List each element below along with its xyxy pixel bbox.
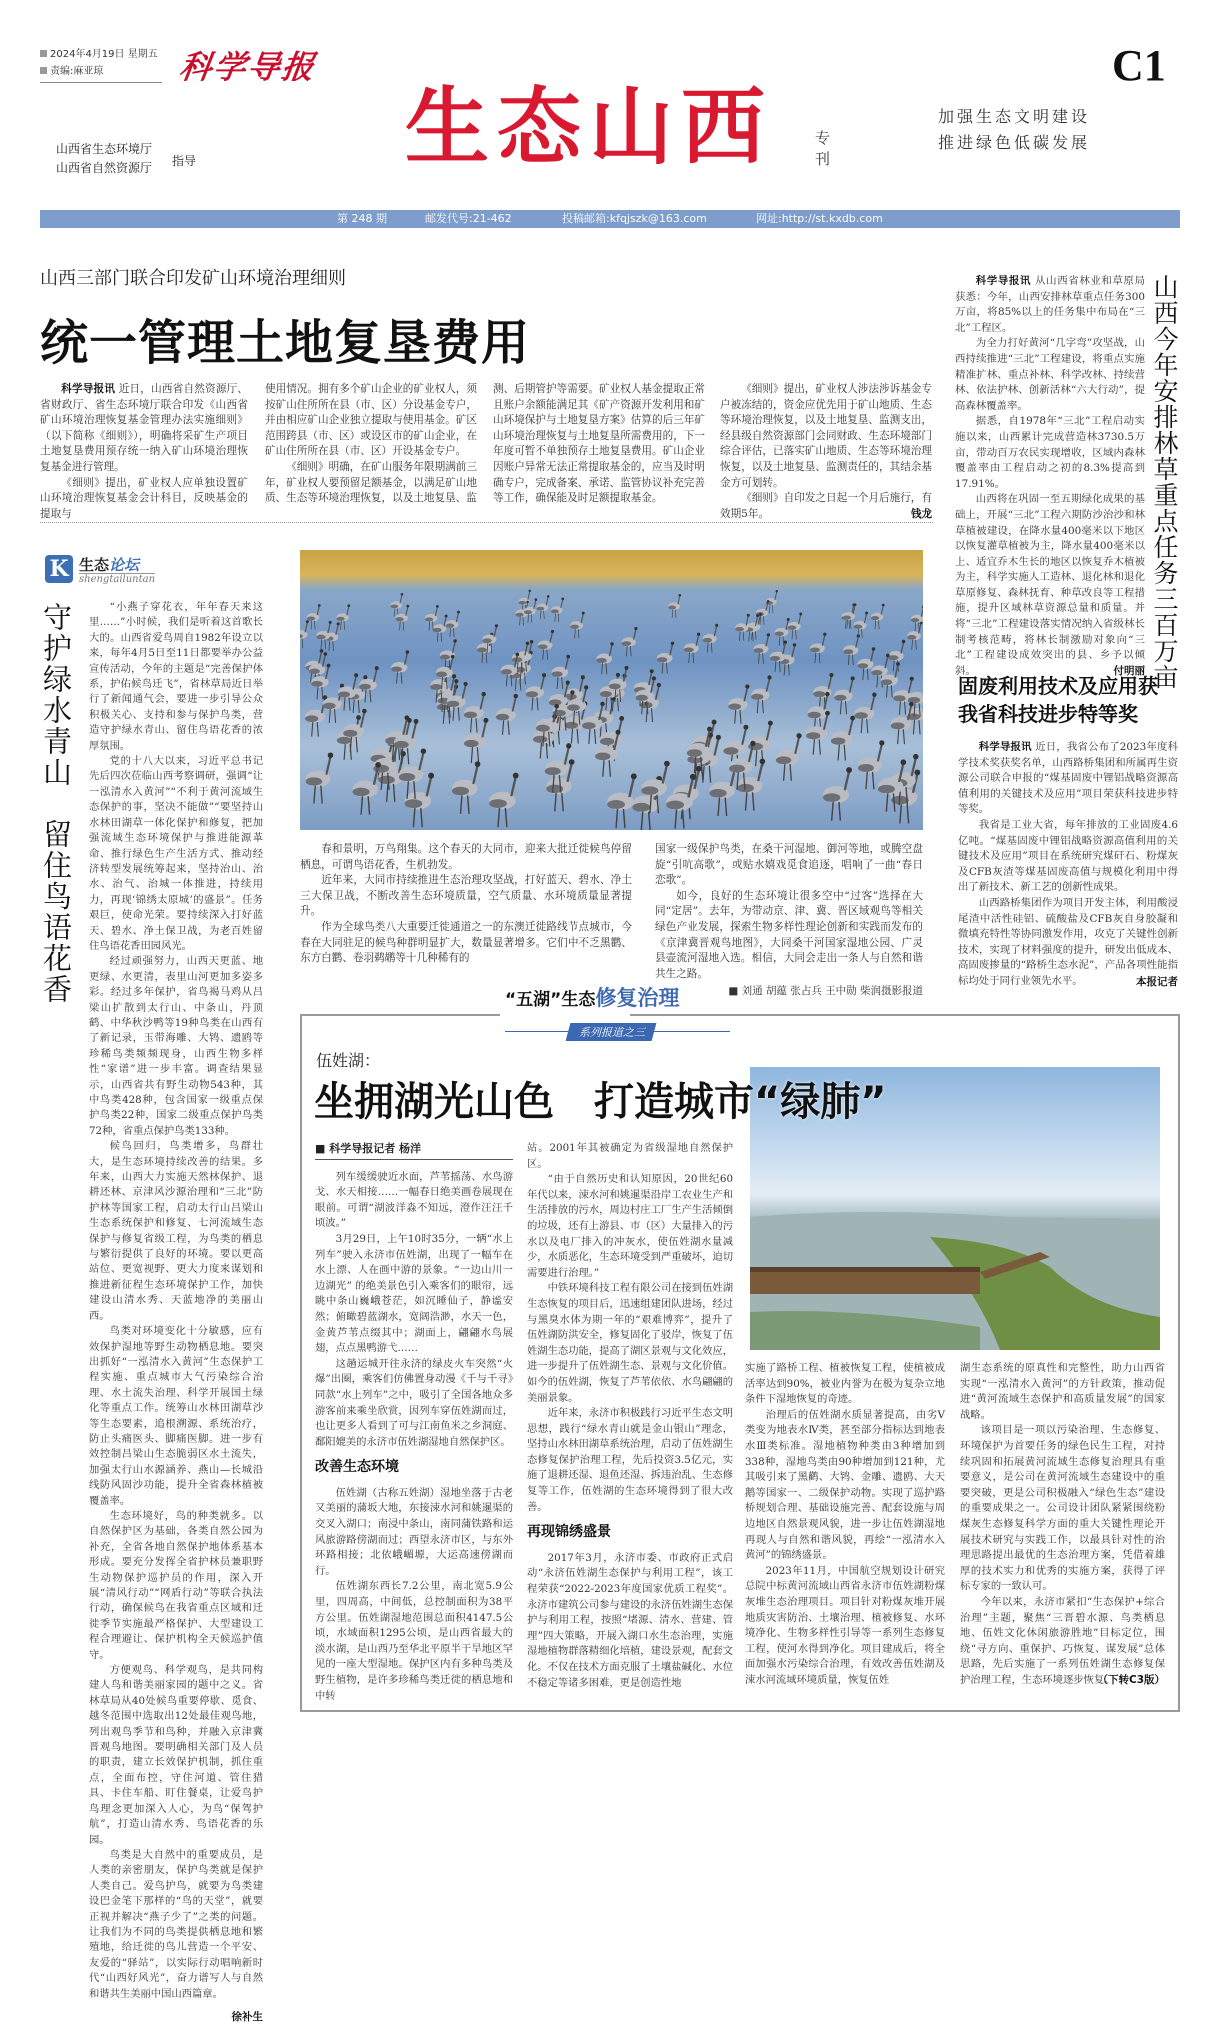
crane-figure bbox=[452, 761, 480, 814]
top-article-col2 bbox=[265, 382, 477, 507]
postal-code: 邮发代号:21-462 bbox=[425, 212, 512, 225]
issue-date: 2024年4月19日 星期五 bbox=[50, 49, 158, 60]
slogan-line: 推进绿色低碳发展 bbox=[938, 133, 1091, 152]
forest-article-headline: 山西今年安排林草重点任务三百万亩 bbox=[1150, 274, 1179, 690]
paragraphs bbox=[89, 600, 263, 2002]
lake-col2 bbox=[527, 1141, 733, 1691]
forum-label: 生态 bbox=[79, 556, 110, 574]
paragraph: 测、后期管护等需要。矿业权人基金提取正常且账户余额能满足其《矿产资源开发利用和矿山环境保护与土地复垦方案》估算的后三年矿山环境治理恢复与土地复垦所需费用的，下一年度可暂不单独预存土地复垦费用。矿山企业因账户异常无法正常提取基金的，应当及时明确专户，完成备案、承诺、监管协议补充完善等工作，确保能及时足额提取基金。 bbox=[493, 383, 705, 505]
crane-figure bbox=[823, 767, 852, 821]
guide-org: 山西省生态环境厅 bbox=[56, 142, 153, 156]
website-link[interactable]: 网址:http://st.kxdb.com bbox=[756, 212, 883, 225]
crane-figure bbox=[891, 702, 914, 744]
paragraph-text: 从山西省林业和草原局获悉：今年，山西安排林草重点任务300万亩，将85%以上的任务集中布局在“三北”工程区。 bbox=[955, 275, 1146, 334]
paragraphs bbox=[655, 842, 923, 982]
crane-figure bbox=[306, 753, 334, 804]
newspaper-logo: 科学导报 bbox=[177, 48, 319, 86]
author: 本报记者 bbox=[1136, 975, 1178, 988]
paragraph: 实施了路桥工程、植被恢复工程，使植被成活率达到90%，被业内誉为在极为复杂立地条件下湿地恢复的奇迹。 bbox=[745, 1362, 945, 1406]
paragraph-text: 近日，山西省自然资源厅、省财政厅、省生态环境厅联合印发《山西省矿山环境治理恢复基金管理办法实施细则》（以下简称《细则》），明确将采矿生产项目土地复垦费用预存统一纳入矿山环境治理恢复基金进行管理。 bbox=[40, 383, 249, 473]
paragraph: “小燕子穿花衣，年年春天来这里……”小时候，我们是听着这首歌长大的。山西省爱鸟周自1982年设立以来，每年4月5日至11日都要举办公益宣传活动，今年的主题是“完善保护体系，护佑候鸟迁飞”，省林草局近日举行了新闻通气会，要进一步引导公众积极关心、支持和参与保护鸟类，营造守护绿水青山、留住鸟语花香的浓厚氛围。 bbox=[89, 601, 263, 752]
paragraph: 近年来，大同市持续推进生态治理攻坚战，打好蓝天、碧水、净土三大保卫战，不断改善生态环境质量，空气质量、水环境质量显著提升。 bbox=[300, 874, 632, 918]
top-article-subtitle: 山西三部门联合印发矿山环境治理细则 bbox=[40, 268, 346, 289]
paragraph: 治理后的伍姓湖水质显著提高，由劣Ⅴ类变为地表水Ⅳ类，甚至部分指标达到地表水Ⅲ类标准。湿地植物种类由3种增加到338种，湿地鸟类由90种增加到121种，尤其吸引来了黑鹳、大鸨、金雕、遗鸥、大天鹅等国家一、二级保护动物。实现了巡护路桥规划合理、基础设施完善、配套设施与周边地区自然景观风貌，进一步让伍姓湖湿地再现人与自然和谐风貌，再绘“一泓清水入黄河”的锦绣盛景。 bbox=[745, 1408, 945, 1562]
section-title-suffix: 专刊 bbox=[813, 130, 831, 172]
page-number: C1 bbox=[1112, 41, 1166, 90]
lake-headline: 坐拥湖光山色 打造城市“绿肺” bbox=[314, 1079, 887, 1125]
paragraph: 鸟类是大自然中的重要成员，是人类的亲密朋友，保护鸟类就是保护人类自己。爱鸟护鸟，就要为鸟类建设巴金笔下那样的“鸟的天堂”，就要正视并解决“燕子少了”之类的问题。让我们为不同的鸟类提供栖息地和繁殖地，给迁徙的鸟儿营造一个平安、友爱的“驿站”，以实际行动唱响新时代“山西好风光”，奋力谱写人与自然和谐共生美丽中国山西篇章。 bbox=[89, 1848, 263, 2000]
article-lead: 科学导报讯 bbox=[61, 383, 116, 395]
series-title bbox=[505, 982, 680, 1012]
subhead: 改善生态环境 bbox=[315, 1459, 399, 1476]
headline-line: 我省科技进步特等奖 bbox=[958, 702, 1138, 726]
forum-pinyin: shengtailuntan bbox=[79, 574, 156, 585]
lake-col4 bbox=[960, 1361, 1165, 1689]
crane-figure bbox=[622, 627, 638, 656]
paragraph: 作为全球鸟类八大重要迁徙通道之一的东澳迁徙路线节点城市，今春在大同驻足的候鸟种群明显扩大，数量显著增多。它们中不乏黑鹳、东方白鹳、卷羽鹈鹕等十几种稀有的 bbox=[300, 920, 632, 965]
crane-figure bbox=[728, 684, 749, 723]
paragraph: 《细则》提出，矿业权人应单独设置矿山环境治理恢复基金会计科目，反映基金的提取与 bbox=[40, 476, 248, 520]
crane-figure bbox=[353, 762, 381, 815]
forest-article-body bbox=[955, 274, 1145, 680]
paragraph: “由于自然历史和认知原因，20世纪60年代以来，涑水河和姚暹渠沿岸工农业生产和生活排放的污水，周边村庄工厂生产生活倾倒的垃圾，还有上游县、市（区）大量排入的污水以及电厂排入的冲灰水，使伍姓湖水量减少，水质恶化，生态环境受到严重破坏，迫切需要进行治理。” bbox=[527, 1173, 733, 1279]
crane-photo bbox=[300, 550, 923, 830]
top-article-col4 bbox=[720, 382, 932, 523]
crane-figure bbox=[596, 642, 613, 674]
paragraph: 伍姓湖（古称五姓湖）湿地坐落于古老又美丽的蒲坂大地，东接涑水河和姚暹渠的交叉入湖口；南浸中条山，南同蒲铁路和运风旅游路傍湖而过；西望永济市区，与东外环路相接；北依峨嵋塬，大运高速傍湖而行。 bbox=[315, 1486, 513, 1577]
forum-logo bbox=[45, 555, 163, 587]
series-title-b: 修复治理 bbox=[595, 986, 680, 1010]
guide-label: 指导 bbox=[172, 154, 197, 168]
paragraph: 据悉，自1978年“三北”工程启动实施以来，山西累计完成营造林3730.5万亩，带动百万农民实现增收，区域内森林覆盖率由工程启动之初的8.3%提高到17.91%。 bbox=[955, 415, 1145, 490]
crane-figure bbox=[391, 650, 409, 683]
paragraph: 春和景明，万鸟翔集。这个春天的大同市，迎来大批迁徙候鸟停留栖息，可谓鸟语花香，生机勃发。 bbox=[300, 843, 632, 871]
series-tag: 系列报道之三 bbox=[566, 1023, 657, 1041]
crane-figure bbox=[854, 612, 868, 639]
paragraph: 近年来，永济市积极践行习近平生态文明思想，践行“绿水青山就是金山银山”理念，坚持山水林田湖草系统治理，启动了伍姓湖生态修复保护治理工程，先后投资3.5亿元，实施了退耕还湿、退鱼还湿、拆违治乱、生态修复等工作，伍姓湖的生态环境得到了很大改善。 bbox=[527, 1407, 733, 1513]
lake-col3 bbox=[745, 1361, 945, 1688]
crane-figure bbox=[751, 675, 771, 713]
paragraph: 湖生态系统的原真性和完整性，助力山西省实现“一泓清水入黄河”的方针政策，推动促进“黄河流域生态保护和高质量发展”的国家战略。 bbox=[960, 1362, 1165, 1421]
forum-label-accent: 论坛 bbox=[109, 556, 140, 574]
paragraph: 中铁环境科技工程有限公司在接到伍姓湖生态恢复的项目后，迅速组建团队进场，经过与黑臭水体为期一年的“艰难博弈”，提升了伍姓湖防洪安全，修复固化了驳岸，恢复了伍姓湖生态功能，提高了湖区景观与文化效应，进一步提升了伍姓湖生态、景观与文化价值。如今的伍姓湖，恢复了芦苇依依、水鸟翩翩的美丽景象。 bbox=[527, 1282, 733, 1404]
author: 付明丽 bbox=[1113, 665, 1145, 678]
article-lead: 科学导报讯 bbox=[978, 741, 1032, 753]
crane-figure bbox=[907, 621, 922, 649]
forum-k-icon: K bbox=[45, 555, 73, 583]
crane-figure bbox=[788, 612, 803, 639]
paragraph: 3月29日，上午10时35分，一辆“水上列车”驶入永济市伍姓湖，出现了一幅车在水上漂、人在画中游的景象。“一边山川一边湖光” 的绝美景色引入乘客们的眼帘，远眺中条山巍峨苍茫，如沉睡仙子，静谧安然；俯瞰碧蓝湖水，宽阔浩渺，水天一色，金黄芦苇点缀其中；湖面上，翩翩水鸟展翅，点点黑鸭游弋…… bbox=[315, 1232, 513, 1355]
crane-figure bbox=[496, 694, 518, 735]
paragraph: 站。2001年其被确定为省级湿地自然保护区。 bbox=[527, 1142, 733, 1170]
section-title: 生态山西 bbox=[405, 77, 774, 176]
forum-body bbox=[89, 600, 263, 2025]
author: 钱龙 bbox=[911, 508, 932, 521]
slogan bbox=[938, 104, 1090, 156]
photo-credit: ■ 刘通 胡蕴 张占兵 王中勋 柴润摄影报道 bbox=[728, 985, 923, 998]
crane-figure bbox=[343, 709, 367, 753]
crane-figure bbox=[300, 620, 309, 648]
waste-article-body bbox=[958, 740, 1178, 990]
crane-figure bbox=[834, 676, 854, 714]
crane-figure bbox=[607, 773, 637, 828]
forum-headline: 守护绿水青山 留住鸟语花香 bbox=[39, 602, 73, 1005]
paragraph: 山西路桥集团作为项目开发主体，利用酸浸尾渣中活性硅铝、硫酸盐及CFB灰自身胶凝和微填充特性等协同激发作用，攻克了关键性创新技术，实现了材料强度的提升，研发出低成本、高固废掺量的“路桥生态水泥”，产品各项性能指标均处于同行业领先水平。 bbox=[958, 896, 1178, 987]
crane-figure bbox=[703, 624, 719, 653]
crane-figure bbox=[831, 716, 855, 761]
crane-figure bbox=[911, 606, 923, 632]
photo-caption-col2 bbox=[655, 842, 923, 1000]
paragraphs bbox=[960, 1361, 1165, 1688]
crane-figure bbox=[551, 598, 564, 622]
paragraph: 该项目是一项以污染治理、生态修复、环境保护为首要任务的绿色民生工程，对持续巩固和拓展黄河流域生态修复治理具有重要意义，是公司在黄河流域生态建设中的重要突破，更是公司积极融入“绿色生态”建设的重要成果之一。公司设计团队紧紧围绕粉煤灰生态修复科学方面的重大关键性理论开展技术研究与实践工作，以最具针对性的治理思路提出最优的生态治理方案，凭借着雄厚的技术实力和优秀的实施方案，获得了评标专家的一致认可。 bbox=[960, 1424, 1165, 1593]
masthead-meta bbox=[40, 46, 162, 83]
crane-figure bbox=[871, 604, 885, 629]
author: 徐补生 bbox=[231, 2010, 263, 2023]
divider bbox=[40, 522, 933, 523]
crane-figure bbox=[446, 611, 460, 638]
issue-number: 第 248 期 bbox=[337, 212, 387, 225]
crane-figure bbox=[775, 618, 790, 646]
crane-figure bbox=[489, 773, 518, 828]
submission-email[interactable]: 投稿邮箱:kfqjszk@163.com bbox=[562, 212, 707, 225]
paragraph: 候鸟回归，鸟类增多，鸟群壮大，是生态环境持续改善的结果。多年来，山西大力实施天然林保护、退耕还林、京津风沙源治理和“三北”防护林等国家工程，启动太行山吕梁山生态系统保护和修复、七河流域生态保护与修复省级工程，为鸟类的栖息与繁衍提供了良好的环境。要以更高站位、更宽视野、更大力度来谋划和推进新征程生态环境保护工作，加快建设山清水秀、天蓝地净的美丽山西。 bbox=[89, 1140, 263, 1322]
crane-figure bbox=[593, 696, 615, 737]
paragraph: 国家一级保护鸟类，在桑干河湿地、御河等地，或腾空盘旋“引吭高歌”，或贴水嬉戏觅食追逐，唱响了一曲“春日恋歌”。 bbox=[655, 843, 923, 887]
paragraph: 这趟运城开往永济的绿皮火车突然“火爆”出圈，乘客们仿佛置身动漫《千与千寻》同款“水上列车”之中，吸引了全国各地众多游客前来乘坐欣赏，因列车穿伍姓湖而过，也让更多人看到了可与江南鱼米之乡洞庭、鄱阳媲美的永济市伍姓湖湿地自然保护区。 bbox=[315, 1357, 513, 1448]
photo-caption-col1 bbox=[300, 842, 632, 967]
paragraph: 《细则》明确，在矿山服务年限期满前三年，矿业权人要预留足额基金，以满足矿山地质、生态等环境治理恢复，以及土地复垦、监 bbox=[265, 460, 477, 505]
crane-figure bbox=[464, 692, 486, 733]
guide-org: 山西省自然资源厅 bbox=[56, 161, 153, 175]
paragraph: 2023年11月，中国航空规划设计研究总院中标黄河流域山西省永济市伍姓湖粉煤灰堆生态治理项目。项目针对粉煤灰堆开展地质灾害防治、土壤治理、植被修复、水环境净化、生物多样性引导等一系列生态修复工程，使河水得到净化。项目建成后，将全面加强水污染综合治理，有效改善伍姓湖及涑水河流域环境质量，恢复伍姓 bbox=[745, 1564, 945, 1686]
subhead: 再现锦绣盛景 bbox=[527, 1524, 611, 1541]
paragraphs bbox=[527, 1551, 733, 1691]
top-article-col1 bbox=[40, 382, 248, 522]
paragraph: 伍姓湖东西长7.2公里，南北宽5.9公里，四周高，中间低，总控制面积为38平方公里。伍姓湖湿地范围总面积4147.5公顷，水域面积1295公顷，是山西省最大的淡水湖，是山西乃至华北平原半干旱地区罕见的一座大型湿地。保护区内有多种鸟类及野生植物，是许多珍稀鸟类迁徙的栖息地和中转 bbox=[315, 1580, 513, 1702]
frame-top-left bbox=[300, 1014, 500, 1016]
headline-line: 固废利用技术及应用获 bbox=[958, 674, 1158, 698]
paragraph: 鸟类对环境变化十分敏感，应有效保护湿地等野生动物栖息地。要突出抓好“一泓清水入黄河”生态保护工程实施、重点城市大气污染综合治理、水土流失治理、科学开展国土绿化等重点工作。统筹山水林田湖草沙等生态要素，追根溯源、系统治疗，防止头痛医头、脚痛医脚。进一步有效控制吕梁山生态脆弱区水土流失，加强太行山水源涵养、燕山—长城沿线防风固沙功能，提升全省森林植被覆盖率。 bbox=[89, 1325, 263, 1507]
cranes-illustration bbox=[300, 550, 923, 830]
paragraph: 如今，良好的生态环境让很多空中“过客”选择在大同“定居”。去年，为带动京、津、冀、晋区域观鸟等相关绿色产业发展，探索生物多样性理论创新和实践而发布的《京津冀晋观鸟地图》，大同桑干河国家湿地公园、广灵县壶流河湿地入选。相信，大同会走出一条人与自然和谐共生之路。 bbox=[655, 889, 923, 980]
crane-figure bbox=[735, 614, 750, 641]
paragraph: 生态环境好，鸟的种类就多。以自然保护区为基础，各类自然公园为补充，全省各地自然保护地体系基本形成。要充分发挥全省护林员兼职野生动物保护巡护员的作用，深入开展“清风行动”“网盾行动”等联合执法行动，确保候鸟在我省重点区域和迁徙季节实施最严格保护、大型建设工程合理避让、保护机构全天候巡护值守。 bbox=[89, 1509, 263, 1661]
byline: ■ 科学导报记者 杨洋 bbox=[315, 1141, 513, 1160]
guide-orgs bbox=[56, 140, 152, 178]
series-title-a: “五湖”生态 bbox=[505, 990, 596, 1010]
crane-figure bbox=[526, 673, 546, 710]
paragraph: 方便观鸟、科学观鸟，是共同构建人鸟和谐美丽家园的题中之义。省林草局从40处候鸟重要停歇、觅食、越冬范围中选取出12处最佳观鸟地，列出观鸟季节和鸟种，并融入京津冀晋观鸟地图。要明确相关部门及人员的职责，建立长效保护机制，抓住重点，全面布控，守住河道、管住猎具、卡住车船、盯住餐桌，让爱鸟护鸟理念更加深入人心，为鸟“保驾护航”，打造山清水秀、鸟语花香的乐园。 bbox=[89, 1664, 263, 1846]
continued-note[interactable]: （下转C3版） bbox=[1097, 1674, 1165, 1687]
paragraph: 今年以来，永济市紧扣“生态保护+综合治理”主题，聚焦“三晋碧水源、鸟类栖息地、伍姓文化休闲旅游胜地”目标定位，围绕“寻方向、重保护、巧恢复、谋发展”总体思路，先后实施了一系列伍姓湖生态修复保护治理工程，生态环境逐步恢复。 bbox=[960, 1595, 1165, 1686]
article-lead: 科学导报讯 bbox=[975, 275, 1032, 287]
crane-figure bbox=[776, 733, 802, 781]
crane-figure bbox=[855, 692, 877, 733]
top-article-headline: 统一管理土地复垦费用 bbox=[40, 315, 531, 371]
paragraph: 我省是工业大省，每年排放的工业固废4.6亿吨。“煤基固废中锂铝战略资源高值利用的关键技术及应用”项目在系统研究煤矸石、粉煤灰及CFB灰渣等煤基固废高值与规模化利用中得出了新技术、新工艺的创新性成果。 bbox=[958, 818, 1178, 894]
paragraph: 列车缓缓驶近水面，芦苇摇荡、水鸟游戈、水天相接……一幅春日绝美画卷展现在眼前。可谓“湖波洋淼不知远，澄作汪汪千顷波。” bbox=[315, 1170, 513, 1230]
paragraphs bbox=[527, 1141, 733, 1515]
crane-figure bbox=[657, 642, 674, 674]
slogan-line: 加强生态文明建设 bbox=[938, 107, 1091, 126]
paragraph: 经过顽强努力，山西天更蓝、地更绿、水更清，表里山河更加多姿多彩。经过多年保护，省鸟褐马鸡从吕梁山扩散到太行山、中条山，丹顶鹤、中华秋沙鸭等19种鸟类在山西有了新记录，玉带海雕、大鸨、遗鸥等珍稀鸟类频频现身，山西生物多样性“家谱”进一步丰富。调查结果显示，山西省共有野生动物543种，其中鸟类428种，包含国家一级重点保护鸟类22种，国家二级重点保护鸟类72种，省重点保护鸟类133种。 bbox=[89, 955, 263, 1137]
paragraph: 《细则》自印发之日起一个月后施行，有效期5年。 bbox=[720, 492, 932, 520]
crane-figure bbox=[390, 593, 403, 617]
paragraph: 党的十八大以来，习近平总书记先后四次莅临山西考察调研，强调“让一泓清水入黄河”“不利于黄河流域生态保护的事，坚决不能做”“要坚持山水林田湖草一体化保护和修复，把加强流域生态环境保护与推进能源革命、推行绿色生产生活方式、推动经济转型发展统筹起来，坚持治山、治水、治气、治城一体推进，持续用力，再现‘锦绣太原城’的盛景”。任务艰巨，使命光荣。要持续深入打好蓝天、碧水、净土保卫战，为老百姓留住鸟语花香田园风光。 bbox=[89, 755, 263, 952]
crane-figure bbox=[570, 612, 584, 639]
waste-article-headline bbox=[958, 672, 1158, 728]
frame-top-right bbox=[630, 1014, 1180, 1016]
paragraphs bbox=[315, 1170, 513, 1451]
crane-figure bbox=[888, 640, 905, 672]
crane-figure bbox=[810, 633, 826, 663]
top-article-col3 bbox=[493, 382, 705, 507]
crane-figure bbox=[666, 774, 696, 829]
crane-figure bbox=[813, 673, 833, 710]
crane-figure bbox=[668, 594, 681, 618]
crane-figure bbox=[307, 604, 321, 629]
crane-figure bbox=[684, 633, 700, 663]
crane-figure bbox=[538, 630, 554, 660]
crane-figure bbox=[537, 595, 550, 619]
paragraph: 使用情况。拥有多个矿山企业的矿业权人，须按矿山住所所在县（市、区）分设基金专户，并由相应矿山企业独立提取与使用基金。矿区范围跨县（市、区）或设区市的矿山企业，在矿山住所所在县（市、区）开设基金专户。 bbox=[265, 383, 477, 458]
lake-col1 bbox=[315, 1141, 513, 1704]
paragraphs bbox=[315, 1486, 513, 1704]
paragraphs bbox=[720, 382, 932, 522]
crane-figure bbox=[440, 639, 457, 671]
lake-kicker: 伍姓湖： bbox=[316, 1051, 381, 1070]
crane-figure bbox=[843, 634, 860, 665]
editor: 责编:麻亚琼 bbox=[50, 66, 104, 77]
paragraph: 为全力打好黄河“几字弯”攻坚战，山西持续推进“三北”工程建设，将重点实施精准扩林、重点补林、科学改林、持续营林、依法护林、创新活林“六大行动”，提高森林覆盖率。 bbox=[955, 337, 1145, 412]
info-bar bbox=[40, 210, 1180, 228]
paragraph: 《细则》提出，矿业权人涉法涉诉基金专户被冻结的，资金应优先用于矿山地质、生态等环境治理恢复，以及土地复垦、监测支出，经县级自然资源部门会同财政、生态环境部门综合评估，已落实矿山地质、生态等环境治理恢复，以及土地复垦、监测责任的，其结余基金方可划转。 bbox=[720, 383, 932, 489]
crane-figure bbox=[756, 600, 769, 625]
crane-figure bbox=[857, 647, 875, 680]
paragraph-text: 近日，我省公布了2023年度科学技术奖获奖名单，山西路桥集团和所属再生资源公司联合申报的“煤基固废中锂铝战略资源高值利用的关键技术及应用”项目荣获科技进步特等奖。 bbox=[958, 741, 1178, 816]
paragraph: 山西将在巩固一至五期绿化成果的基础上，开展“三北”工程六期防沙治沙和林草植被建设，在降水量400毫米以下地区以恢复灌草植被为主，降水量400毫米以上、适宜乔木生长的地区以恢复乔木植被为主，科学实施人工造林、退化林和退化草原修复、森林抚育、种草改良等工程措施，提升区域林草资源总量和质量。并将“三北”工程建设落实情况纳入省级林长制考核范畴，将林长制激励对象向“三北”工程建设成效突出的县、乡予以倾斜。 bbox=[955, 493, 1145, 677]
paragraph: 2017年3月，永济市委、市政府正式启动“永济伍姓湖生态保护与利用工程”，该工程荣获“2022-2023年度国家优质工程奖”。永济市建筑公司参与建设的永济伍姓湖生态保护与利用工程，按照“堵源、清水、营建、管理”四大策略，开展入湖口水生态治理，实施湿地植物群落精细化培植，建设景观，配套文化。不仅在技术方面克服了土壤盐碱化、水位不稳定等诸多困难，更是创造性地 bbox=[527, 1551, 733, 1689]
